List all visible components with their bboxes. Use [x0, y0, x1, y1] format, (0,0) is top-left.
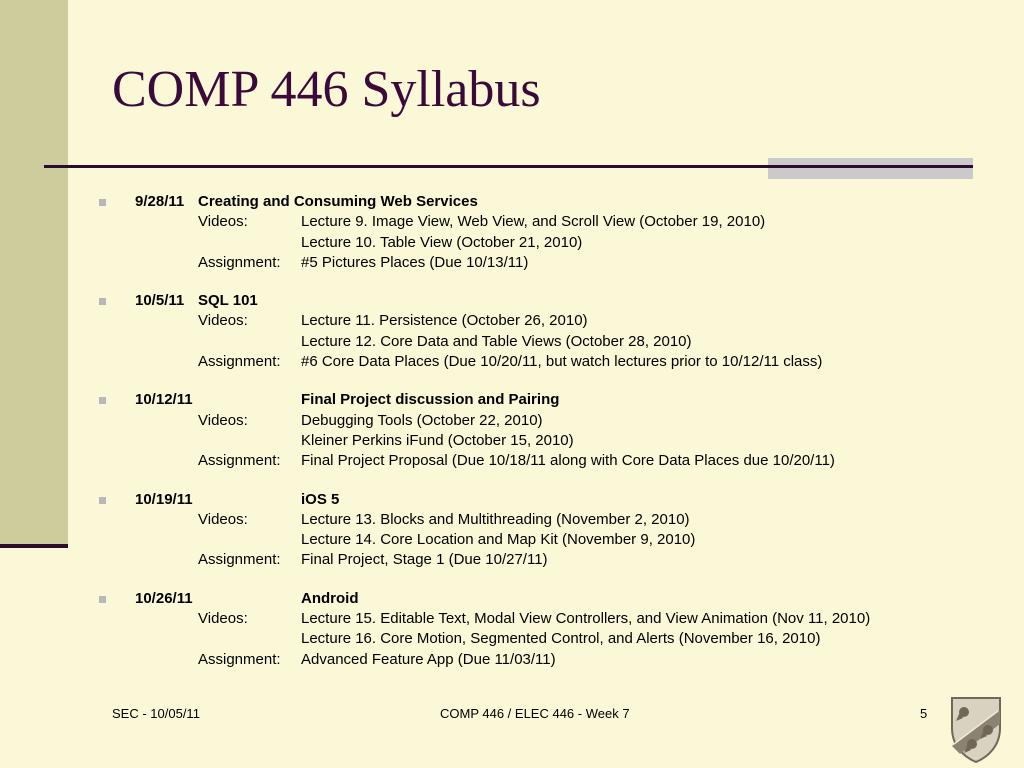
entry-topic: Android	[301, 589, 359, 607]
entry-heading	[0, 589, 1024, 609]
videos-row	[0, 629, 1024, 649]
square-bullet-icon	[99, 298, 106, 305]
syllabus-entry	[0, 390, 1024, 471]
videos-label: Videos:	[198, 312, 248, 330]
videos-label: Videos:	[198, 411, 248, 429]
videos-row	[0, 233, 1024, 253]
footer-author-date: SEC - 10/05/11	[112, 706, 200, 721]
assignment-text: Advanced Feature App (Due 11/03/11)	[301, 650, 556, 668]
footer-course-week: COMP 446 / ELEC 446 - Week 7	[440, 706, 630, 721]
title-divider-accent	[768, 158, 973, 179]
assignment-label: Assignment:	[198, 452, 281, 470]
assignment-label: Assignment:	[198, 253, 281, 271]
entry-date: 10/5/11	[135, 292, 185, 310]
entry-topic: Final Project discussion and Pairing	[301, 391, 560, 409]
video-item: Debugging Tools (October 22, 2010)	[301, 411, 543, 429]
video-item: Kleiner Perkins iFund (October 15, 2010)	[301, 431, 574, 449]
videos-label: Videos:	[198, 510, 248, 528]
assignment-row	[0, 253, 1024, 273]
assignment-row	[0, 550, 1024, 570]
university-crest-icon	[950, 696, 1002, 764]
entry-topic: SQL 101	[198, 292, 258, 310]
videos-label: Videos:	[198, 213, 248, 231]
syllabus-entry	[0, 291, 1024, 372]
square-bullet-icon	[99, 497, 106, 504]
syllabus-entry	[0, 490, 1024, 571]
video-item: Lecture 15. Editable Text, Modal View Controllers, and View Animation (Nov 11, 2010)	[301, 610, 871, 628]
assignment-text: Final Project, Stage 1 (Due 10/27/11)	[301, 551, 548, 569]
syllabus-list	[0, 192, 1024, 688]
entry-heading	[0, 192, 1024, 212]
square-bullet-icon	[99, 199, 106, 206]
video-item: Lecture 13. Blocks and Multithreading (November 2, 2010)	[301, 510, 690, 528]
videos-row	[0, 311, 1024, 331]
video-item: Lecture 12. Core Data and Table Views (October 28, 2010)	[301, 332, 692, 350]
entry-heading	[0, 390, 1024, 410]
videos-row	[0, 530, 1024, 550]
entry-heading	[0, 291, 1024, 311]
footer-page-number: 5	[920, 706, 928, 721]
square-bullet-icon	[99, 596, 106, 603]
entry-topic: iOS 5	[301, 490, 340, 508]
syllabus-entry	[0, 589, 1024, 670]
videos-row	[0, 212, 1024, 232]
entry-date: 10/12/11	[135, 391, 193, 409]
assignment-text: #6 Core Data Places (Due 10/20/11, but watch lectures prior to 10/12/11 class)	[301, 353, 823, 371]
entry-heading	[0, 490, 1024, 510]
entry-date: 10/19/11	[135, 490, 193, 508]
video-item: Lecture 10. Table View (October 21, 2010)	[301, 233, 583, 251]
assignment-label: Assignment:	[198, 650, 281, 668]
square-bullet-icon	[99, 397, 106, 404]
assignment-row	[0, 451, 1024, 471]
entry-date: 10/26/11	[135, 589, 193, 607]
assignment-row	[0, 650, 1024, 670]
videos-row	[0, 609, 1024, 629]
video-item: Lecture 16. Core Motion, Segmented Control, and Alerts (November 16, 2010)	[301, 630, 821, 648]
assignment-text: #5 Pictures Places (Due 10/13/11)	[301, 253, 529, 271]
assignment-label: Assignment:	[198, 353, 281, 371]
assignment-text: Final Project Proposal (Due 10/18/11 along with Core Data Places due 10/20/11)	[301, 452, 835, 470]
slide-title: COMP 446 Syllabus	[112, 61, 541, 118]
video-item: Lecture 14. Core Location and Map Kit (November 9, 2010)	[301, 531, 696, 549]
video-item: Lecture 11. Persistence (October 26, 2010)	[301, 312, 588, 330]
videos-label: Videos:	[198, 610, 248, 628]
video-item: Lecture 9. Image View, Web View, and Scroll View (October 19, 2010)	[301, 213, 766, 231]
assignment-label: Assignment:	[198, 551, 281, 569]
assignment-row	[0, 352, 1024, 372]
entry-date: 9/28/11	[135, 193, 185, 210]
videos-row	[0, 411, 1024, 431]
videos-row	[0, 332, 1024, 352]
syllabus-entry	[0, 192, 1024, 273]
videos-row	[0, 510, 1024, 530]
entry-topic: Creating and Consuming Web Services	[198, 193, 478, 210]
videos-row	[0, 431, 1024, 451]
